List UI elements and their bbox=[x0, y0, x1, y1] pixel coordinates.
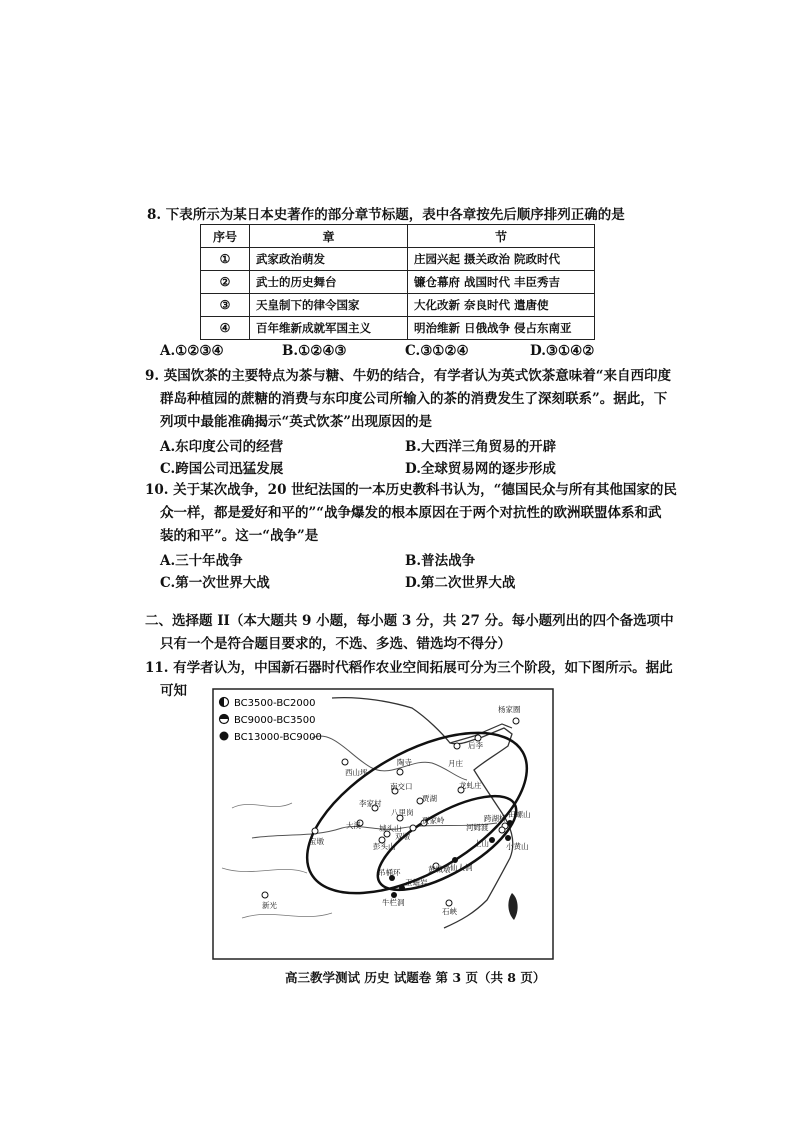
row-chapter: 百年维新成就军国主义 bbox=[250, 317, 408, 340]
q10-line-1: 10. 关于某次战争，20 世纪法国的一本历史教科书认为，“德国民众与所有其他国家的民 bbox=[145, 482, 677, 498]
q9-line-2: 群岛种植园的蔗糖的消费与东印度公司所输入的茶的消费发生了深刻联系”。据此，下 bbox=[160, 391, 668, 407]
q9-option-c[interactable]: C.跨国公司迅猛发展 bbox=[160, 461, 284, 477]
table-header-section: 节 bbox=[408, 225, 595, 248]
table-header-chapter: 章 bbox=[250, 225, 408, 248]
site-label: 河姆渡 bbox=[466, 823, 489, 832]
site-label: 石峡 bbox=[442, 907, 457, 916]
site-label: 仙人洞 bbox=[450, 863, 473, 872]
site-label: 黄城墩 bbox=[428, 865, 451, 874]
q10-option-a[interactable]: A.三十年战争 bbox=[160, 553, 243, 569]
legend-filled-icon bbox=[220, 732, 229, 741]
q9-line-3: 列项中最能准确揭示“英式饮茶”出现原因的是 bbox=[160, 414, 433, 430]
row-number: ④ bbox=[201, 317, 250, 340]
row-sections: 大化改新 奈良时代 遣唐使 bbox=[408, 294, 595, 317]
row-chapter: 武士的历史舞台 bbox=[250, 271, 408, 294]
row-number: ② bbox=[201, 271, 250, 294]
site-label: 西山坪 bbox=[345, 768, 368, 777]
site-marker bbox=[499, 827, 505, 833]
table-row bbox=[201, 271, 595, 294]
table-row bbox=[201, 294, 595, 317]
q10-option-d[interactable]: D.第二次世界大战 bbox=[405, 575, 516, 591]
section-2-heading: 二、选择题 II（本大题共 9 小题，每小题 3 分，共 27 分。每小题列出的四个备选项中 bbox=[145, 613, 674, 629]
row-chapter: 武家政治萌发 bbox=[250, 248, 408, 271]
site-label: 大溪 bbox=[346, 821, 361, 830]
site-label: 杨家圈 bbox=[498, 705, 521, 714]
site-marker bbox=[446, 900, 452, 906]
site-label: 城头山 bbox=[379, 824, 402, 833]
site-label: 月庄 bbox=[448, 759, 463, 768]
page-footer: 高三教学测试 历史 试题卷 第 3 页（共 8 页） bbox=[285, 970, 546, 985]
q8-stem: 8. 下表所示为某日本史著作的部分章节标题，表中各章按先后顺序排列正确的是 bbox=[147, 207, 625, 223]
row-number: ③ bbox=[201, 294, 250, 317]
site-label: 贾湖 bbox=[422, 794, 437, 803]
site-label: 上山 bbox=[474, 839, 489, 848]
table-row bbox=[201, 317, 595, 340]
row-number: ① bbox=[201, 248, 250, 271]
site-label: 南交口 bbox=[390, 782, 413, 791]
q11-line-1: 11. 有学者认为，中国新石器时代稻作农业空间拓展可分为三个阶段，如下图所示。据此 bbox=[145, 660, 673, 676]
legend-label: BC13000-BC9000 bbox=[234, 732, 322, 743]
site-label: 玉蟾岩 bbox=[405, 878, 428, 887]
site-label: 小黄山 bbox=[506, 842, 529, 851]
q10-line-2: 众一样，都是爱好和平的”“战争爆发的根本原因在于两个对抗性的欧洲联盟体系和武 bbox=[160, 505, 662, 521]
q8-table bbox=[200, 224, 595, 340]
site-label: 吊桶环 bbox=[378, 868, 401, 877]
site-label: 八里岗 bbox=[391, 808, 414, 817]
row-chapter: 天皇制下的律令国家 bbox=[250, 294, 408, 317]
q8-option-b[interactable]: B.①②④③ bbox=[282, 343, 347, 359]
site-label: 龙虬庄 bbox=[459, 781, 482, 790]
table-row bbox=[201, 248, 595, 271]
site-label: 新光 bbox=[262, 901, 277, 910]
site-label: 彭头山 bbox=[373, 842, 396, 851]
site-marker bbox=[342, 759, 348, 765]
site-label: 跨湖桥 bbox=[484, 814, 507, 823]
site-marker bbox=[513, 718, 519, 724]
site-label: 牛栏洞 bbox=[382, 898, 405, 907]
table-header-row bbox=[201, 225, 595, 248]
q9-line-1: 9. 英国饮茶的主要特点为茶与糖、牛奶的结合，有学者认为英式饮茶意味着“来自西印度 bbox=[145, 368, 672, 384]
table-header-no: 序号 bbox=[201, 225, 250, 248]
legend-label: BC3500-BC2000 bbox=[234, 698, 316, 709]
site-label: 后李 bbox=[468, 741, 483, 750]
q10-line-3: 装的和平”。这一“战争”是 bbox=[160, 528, 319, 544]
q10-option-c[interactable]: C.第一次世界大战 bbox=[160, 575, 270, 591]
site-marker bbox=[410, 825, 416, 831]
row-sections: 庄园兴起 摄关政治 院政时代 bbox=[408, 248, 595, 271]
legend-label: BC9000-BC3500 bbox=[234, 715, 316, 726]
q9-option-a[interactable]: A.东印度公司的经营 bbox=[160, 439, 284, 455]
site-label: 陶寺 bbox=[397, 758, 412, 767]
site-label: 双墩 bbox=[395, 832, 410, 841]
site-marker bbox=[454, 743, 460, 749]
section-2-instructions: 只有一个是符合题目要求的，不选、多选、错选均不得分） bbox=[160, 636, 511, 652]
q9-option-b[interactable]: B.大西洋三角贸易的开辟 bbox=[405, 439, 557, 455]
row-sections: 镰仓幕府 战国时代 丰臣秀吉 bbox=[408, 271, 595, 294]
site-label: 田螺山 bbox=[508, 810, 531, 819]
site-marker bbox=[397, 769, 403, 775]
q8-option-a[interactable]: A.①②③④ bbox=[160, 343, 224, 359]
site-marker bbox=[505, 835, 511, 841]
q10-option-b[interactable]: B.普法战争 bbox=[405, 553, 476, 569]
site-marker bbox=[312, 828, 318, 834]
site-marker bbox=[489, 837, 495, 843]
site-label: 宝墩 bbox=[309, 837, 324, 846]
q8-option-d[interactable]: D.③①④② bbox=[530, 343, 595, 359]
rice-agriculture-map bbox=[212, 688, 554, 960]
q9-option-d[interactable]: D.全球贸易网的逐步形成 bbox=[405, 461, 556, 477]
site-label: 贾家岭 bbox=[422, 816, 445, 825]
q8-option-c[interactable]: C.③①②④ bbox=[405, 343, 469, 359]
site-marker bbox=[262, 892, 268, 898]
site-label: 李家村 bbox=[359, 799, 382, 808]
row-sections: 明治维新 日俄战争 侵占东南亚 bbox=[408, 317, 595, 340]
q11-line-2: 可知 bbox=[160, 683, 187, 699]
